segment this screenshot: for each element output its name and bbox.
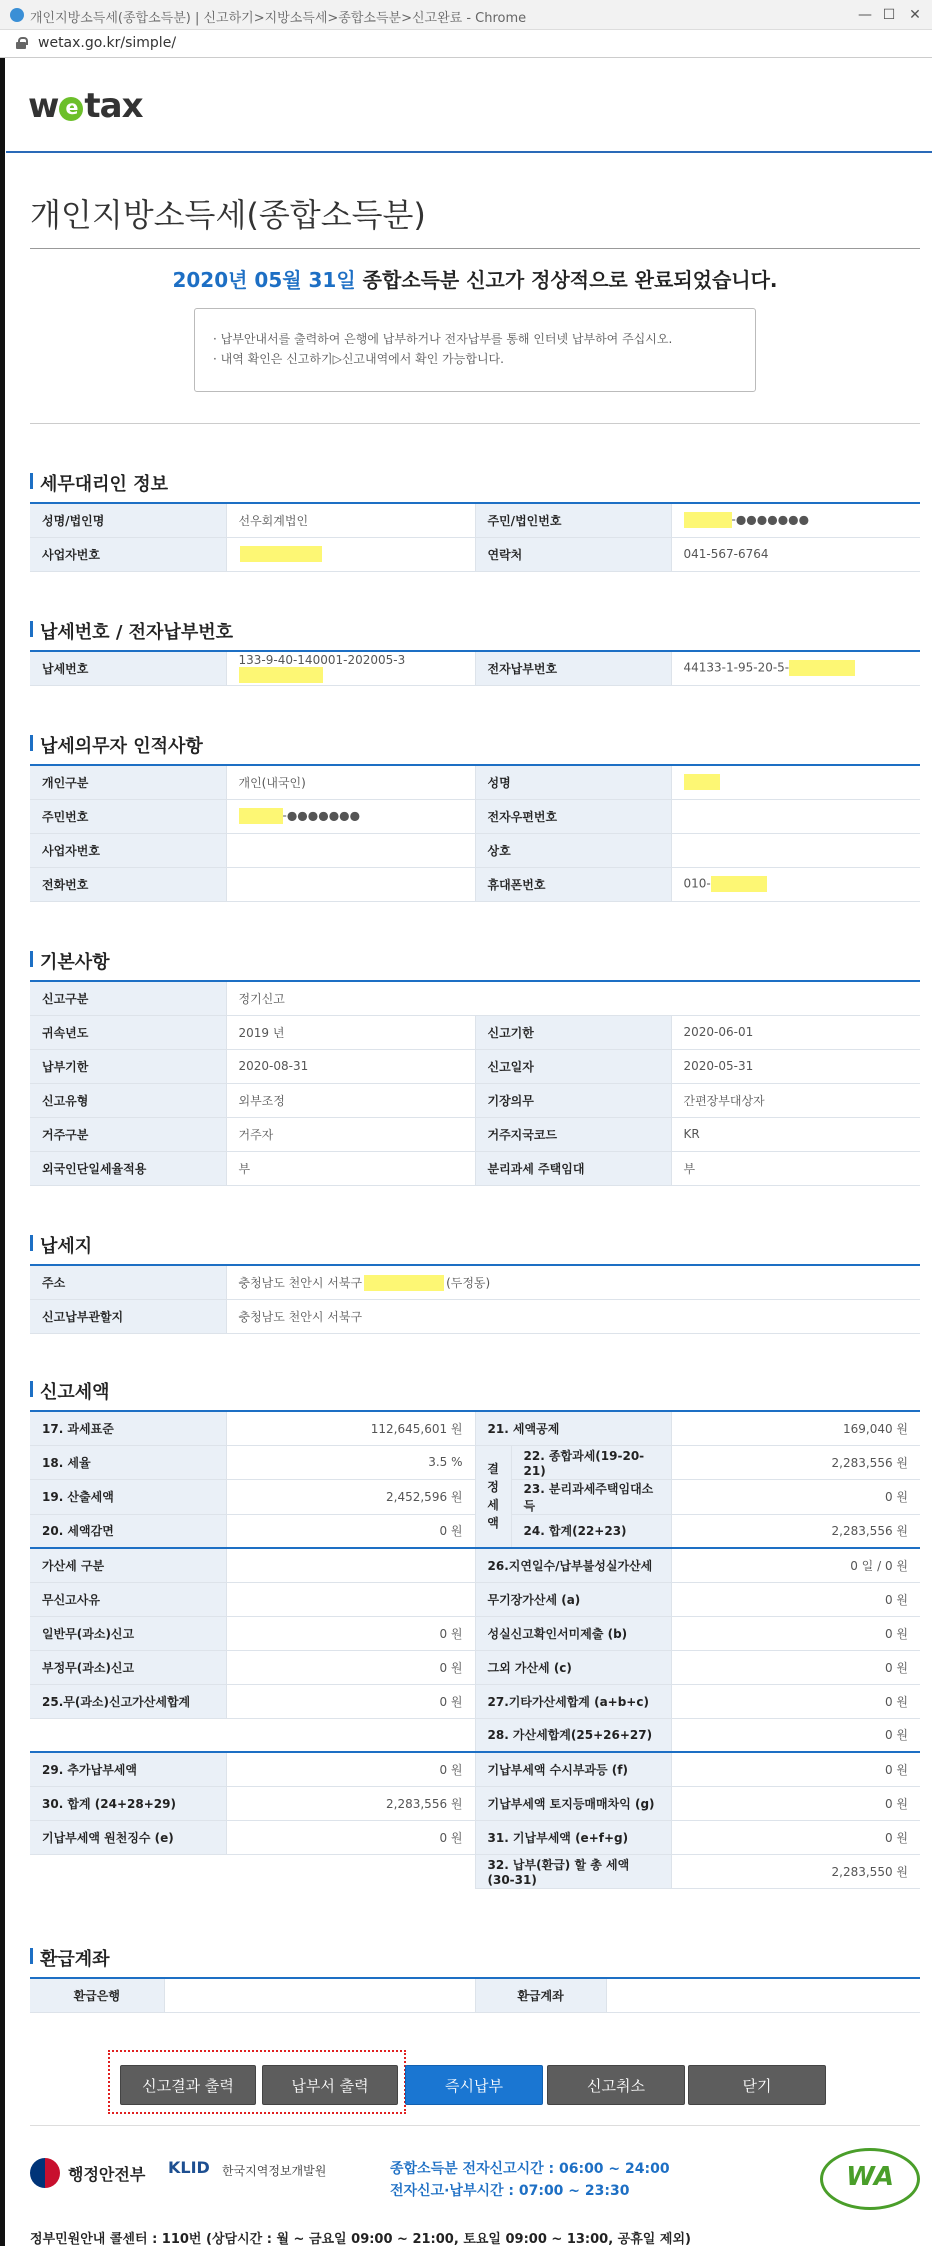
- payer-rrn: [226, 799, 475, 833]
- moi-logo-text: 행정안전부: [68, 2165, 146, 2184]
- label: 신고기한: [475, 1015, 671, 1049]
- label: 21. 세액공제: [475, 1411, 671, 1445]
- redaction-mark: [789, 660, 855, 676]
- value: 0 원: [671, 1616, 920, 1650]
- wa-text: WA: [846, 2162, 894, 2192]
- close-button[interactable]: 닫기: [688, 2065, 826, 2105]
- notice-box: [194, 308, 756, 392]
- pay-now-button[interactable]: 즉시납부: [405, 2065, 543, 2105]
- browser-titlebar: [0, 0, 932, 30]
- value: 2,283,556 원: [671, 1445, 920, 1479]
- basic-table: [30, 980, 920, 1186]
- label: 18. 세율: [30, 1445, 226, 1479]
- label: 17. 과세표준: [30, 1411, 226, 1445]
- value: 0 원: [671, 1650, 920, 1684]
- payer-name: [671, 765, 920, 799]
- web-accessibility-mark-icon: [820, 2148, 920, 2210]
- value: 0 원: [671, 1479, 920, 1514]
- redaction-mark: [364, 1275, 444, 1291]
- value: 2020-08-31: [226, 1049, 475, 1083]
- label: 23. 분리과세주택임대소득: [511, 1479, 671, 1514]
- value: 거주자: [226, 1117, 475, 1151]
- value: 2019 년: [226, 1015, 475, 1049]
- label: 전자납부번호: [475, 651, 671, 685]
- label: 주소: [30, 1265, 226, 1299]
- label: 사업자번호: [30, 537, 226, 571]
- divider: [30, 423, 920, 424]
- address: [226, 1265, 920, 1299]
- value: 2,283,550 원: [671, 1854, 920, 1888]
- refund-account-value: [606, 1978, 920, 2012]
- section-title-taxno: 납세번호 / 전자납부번호: [30, 618, 233, 644]
- address-suffix: (두정동): [446, 1275, 491, 1290]
- value: 169,040 원: [671, 1411, 920, 1445]
- agent-biz-no: [226, 537, 475, 571]
- label: 성명: [475, 765, 671, 799]
- label: 무기장가산세 (a): [475, 1582, 671, 1616]
- label: 20. 세액감면: [30, 1514, 226, 1548]
- label: 신고구분: [30, 981, 226, 1015]
- label: 개인구분: [30, 765, 226, 799]
- label: 주민/법인번호: [475, 503, 671, 537]
- label: 기장의무: [475, 1083, 671, 1117]
- value: 0 원: [671, 1684, 920, 1718]
- epay-number-text: 44133-1-95-20-5-: [683, 660, 790, 675]
- value: 0 원: [671, 1752, 920, 1786]
- label: 26.지연일수/납부불성실가산세: [475, 1548, 671, 1582]
- label: 부정무(과소)신고: [30, 1650, 226, 1684]
- value: 2020-05-31: [671, 1049, 920, 1083]
- value: KR: [671, 1117, 920, 1151]
- label: 일반무(과소)신고: [30, 1616, 226, 1650]
- value: 2,283,556 원: [671, 1514, 920, 1548]
- payer-biz: [226, 833, 475, 867]
- completion-text: 종합소득분 신고가 정상적으로 완료되었습니다.: [355, 268, 778, 292]
- service-hours: [390, 2158, 670, 2202]
- value: 정기신고: [226, 981, 920, 1015]
- label: 22. 종합과세(19-20-21): [511, 1445, 671, 1479]
- label: 전자우편번호: [475, 799, 671, 833]
- value: 0 원: [671, 1786, 920, 1820]
- label: 상호: [475, 833, 671, 867]
- empty-cell: [30, 1854, 226, 1888]
- label: 신고납부관할지: [30, 1299, 226, 1333]
- place-table: [30, 1264, 920, 1334]
- label: 거주구분: [30, 1117, 226, 1151]
- label: 납세번호: [30, 651, 226, 685]
- maximize-button[interactable]: ☐: [882, 7, 896, 23]
- payer-mobile: [671, 867, 920, 901]
- label: 29. 추가납부세액: [30, 1752, 226, 1786]
- klid-name: 한국지역정보개발원: [222, 2164, 327, 2178]
- redaction-mark: [239, 808, 283, 824]
- value: 0 원: [226, 1514, 475, 1548]
- wetax-logo[interactable]: [28, 86, 143, 126]
- divider: [30, 2125, 920, 2126]
- klid-logo: KLID: [168, 2158, 210, 2177]
- label: 연락처: [475, 537, 671, 571]
- print-result-button[interactable]: 신고결과 출력: [120, 2065, 256, 2105]
- payer-table: [30, 764, 920, 902]
- label: 환급계좌: [475, 1978, 606, 2012]
- label: 28. 가산세합계(25+26+27): [475, 1718, 671, 1752]
- close-window-button[interactable]: ✕: [909, 7, 921, 23]
- window-title: 개인지방소득세(종합소득분) | 신고하기>지방소득세>종합소득분>신고완료 - Chrome: [30, 11, 527, 26]
- site-icon: [10, 8, 24, 22]
- logo-part: w: [28, 86, 59, 126]
- value: 0 원: [671, 1820, 920, 1854]
- label: 그외 가산세 (c): [475, 1650, 671, 1684]
- redaction-mark: [684, 774, 720, 790]
- section-title-amount: 신고세액: [30, 1378, 110, 1404]
- value: 0 원: [671, 1582, 920, 1616]
- value: 부: [671, 1151, 920, 1185]
- minimize-button[interactable]: —: [858, 7, 872, 23]
- label: 30. 합계 (24+28+29): [30, 1786, 226, 1820]
- logo-part: tax: [84, 86, 143, 126]
- mobile-prefix: 010-: [683, 876, 711, 891]
- label: 25.무(과소)신고가산세합계: [30, 1684, 226, 1718]
- value: 2,452,596 원: [226, 1479, 475, 1514]
- label: 기납부세액 토지등매매차익 (g): [475, 1786, 671, 1820]
- label: 주민번호: [30, 799, 226, 833]
- empty-cell: [226, 1718, 475, 1752]
- label: 분리과세 주택임대: [475, 1151, 671, 1185]
- value: 2020-06-01: [671, 1015, 920, 1049]
- agent-phone: 041-567-6764: [671, 537, 920, 571]
- logo-e-icon: e: [59, 97, 83, 121]
- label: 귀속년도: [30, 1015, 226, 1049]
- value: 부: [226, 1151, 475, 1185]
- label: 환급은행: [30, 1978, 164, 2012]
- section-title-basic: 기본사항: [30, 948, 110, 974]
- label: 납부기한: [30, 1049, 226, 1083]
- value: 외부조정: [226, 1083, 475, 1117]
- completion-message: [30, 264, 920, 293]
- value: 112,645,601 원: [226, 1411, 475, 1445]
- value: [226, 1582, 475, 1616]
- refund-bank-value: [164, 1978, 475, 2012]
- notice-line: · 납부안내서를 출력하여 은행에 납부하거나 전자납부를 통해 인터넷 납부하여 주십시오.: [213, 332, 673, 346]
- address-text: 충청남도 천안시 서북구: [238, 1275, 363, 1290]
- agent-id-suffix: -●●●●●●●: [731, 512, 810, 527]
- label: 19. 산출세액: [30, 1479, 226, 1514]
- url-text[interactable]: wetax.go.kr/simple/: [38, 35, 177, 51]
- section-title-payer: 납세의무자 인적사항: [30, 732, 203, 758]
- label: 27.기타가산세합계 (a+b+c): [475, 1684, 671, 1718]
- page-title: 개인지방소득세(종합소득분): [30, 196, 426, 234]
- taxno-table: [30, 650, 920, 686]
- label: 성실신고확인서미제출 (b): [475, 1616, 671, 1650]
- agent-table: [30, 502, 920, 572]
- section-title-refund: 환급계좌: [30, 1945, 110, 1971]
- label: 24. 합계(22+23): [511, 1514, 671, 1548]
- service-hours-line: 종합소득분 전자신고시간 : 06:00 ~ 24:00: [390, 2161, 670, 2177]
- value: 0 원: [226, 1616, 475, 1650]
- divider: [30, 248, 920, 249]
- call-center-info: 정부민원안내 콜센터 : 110번 (상담시간 : 월 ~ 금요일 09:00 ~ 21:00, 토요일 09:00 ~ 13:00, 공휴일 제외): [30, 2232, 691, 2247]
- refund-table: [30, 1977, 920, 2013]
- label: 32. 납부(환급) 할 총 세액 (30-31): [475, 1854, 671, 1888]
- label: 신고일자: [475, 1049, 671, 1083]
- label: 성명/법인명: [30, 503, 226, 537]
- amount-table: [30, 1410, 920, 1889]
- label: 휴대폰번호: [475, 867, 671, 901]
- site-header: [6, 58, 932, 153]
- value: 0 원: [671, 1718, 920, 1752]
- value: 0 원: [226, 1752, 475, 1786]
- payer-tel: [226, 867, 475, 901]
- value: 0 원: [226, 1650, 475, 1684]
- agent-name: 선우회계법인: [226, 503, 475, 537]
- moi-emblem-icon: [30, 2158, 60, 2188]
- label: 가산세 구분: [30, 1548, 226, 1582]
- payer-trade: [671, 833, 920, 867]
- tax-number: [226, 651, 475, 685]
- decided-tax-label: 결 정 세 액: [475, 1445, 511, 1548]
- redaction-mark: [711, 876, 767, 892]
- print-bill-button[interactable]: 납부서 출력: [262, 2065, 398, 2105]
- cancel-report-button[interactable]: 신고취소: [547, 2065, 685, 2105]
- address-bar[interactable]: [0, 30, 932, 58]
- redaction-mark: [240, 546, 322, 562]
- value: [226, 1548, 475, 1582]
- office: 충청남도 천안시 서북구: [226, 1299, 920, 1333]
- tax-number-text: 133-9-40-140001-202005-3: [238, 653, 406, 668]
- value: 0 원: [226, 1684, 475, 1718]
- empty-cell: [30, 1718, 226, 1752]
- value: 0 일 / 0 원: [671, 1548, 920, 1582]
- section-title-place: 납세지: [30, 1232, 92, 1258]
- label: 31. 기납부세액 (e+f+g): [475, 1820, 671, 1854]
- label: 기납부세액 원천징수 (e): [30, 1820, 226, 1854]
- left-edge: [0, 58, 5, 2246]
- label: 전화번호: [30, 867, 226, 901]
- value: 0 원: [226, 1820, 475, 1854]
- label: 무신고사유: [30, 1582, 226, 1616]
- service-hours-line: 전자신고·납부시간 : 07:00 ~ 23:30: [390, 2183, 630, 2199]
- lock-icon: [16, 37, 26, 49]
- payer-type: 개인(내국인): [226, 765, 475, 799]
- payer-zip: [671, 799, 920, 833]
- value: 3.5 %: [226, 1445, 475, 1479]
- redaction-mark: [684, 512, 732, 528]
- payer-rrn-suffix: -●●●●●●●: [282, 808, 361, 823]
- section-title-agent: 세무대리인 정보: [30, 470, 168, 496]
- redaction-mark: [239, 667, 323, 683]
- notice-line: · 내역 확인은 신고하기▷신고내역에서 확인 가능합니다.: [213, 352, 504, 366]
- label: 기납부세액 수시부과등 (f): [475, 1752, 671, 1786]
- label: 사업자번호: [30, 833, 226, 867]
- agent-id: [671, 503, 920, 537]
- value: 간편장부대상자: [671, 1083, 920, 1117]
- value: 2,283,556 원: [226, 1786, 475, 1820]
- label: 신고유형: [30, 1083, 226, 1117]
- completion-date: 2020년 05월 31일: [172, 268, 356, 292]
- label: 거주지국코드: [475, 1117, 671, 1151]
- empty-cell: [226, 1854, 475, 1888]
- label: 외국인단일세율적용: [30, 1151, 226, 1185]
- epay-number: [671, 651, 920, 685]
